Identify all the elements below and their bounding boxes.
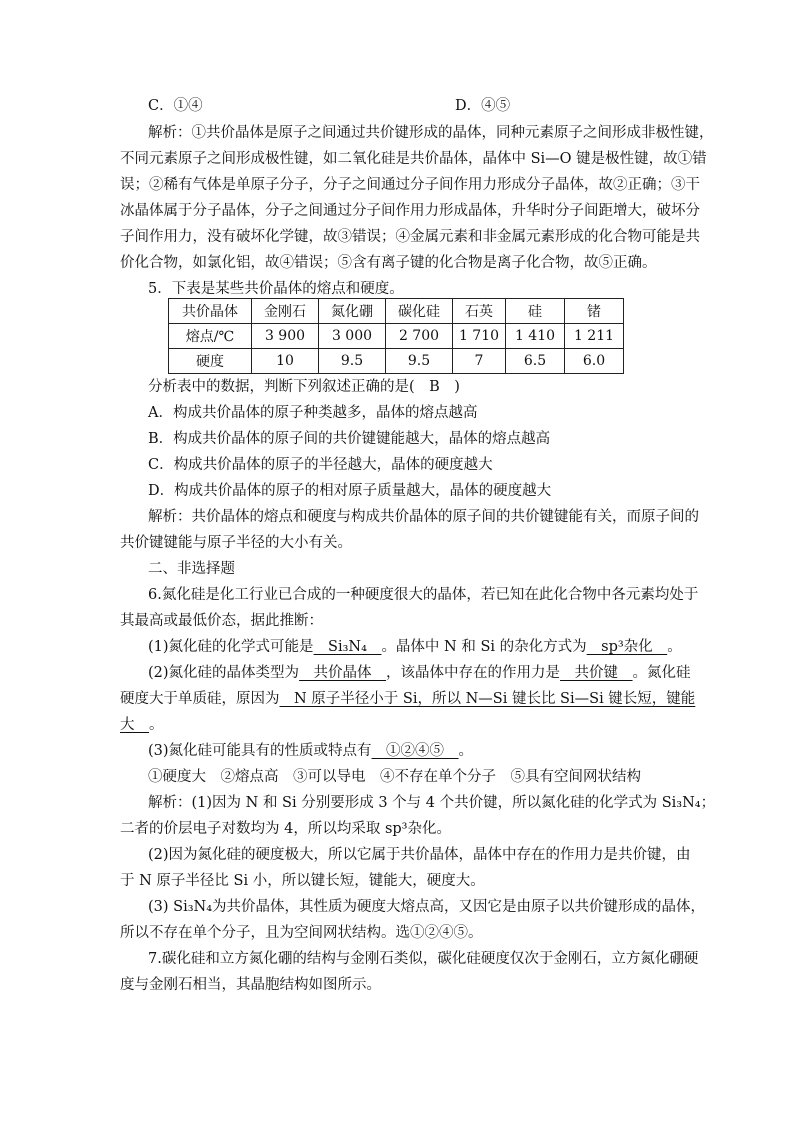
q6-choices: ①硬度大 ②熔点高 ③可以导电 ④不存在单个分子 ⑤具有空间网状结构	[148, 769, 641, 785]
q6-part1-text: (1)氮化硅的化学式可能是	[148, 639, 314, 655]
q5-option: D．构成共价晶体的原子的相对原子质量越大，晶体的硬度越大	[148, 483, 552, 499]
q5-option: C．构成共价晶体的原子的半径越大，晶体的硬度越大	[148, 457, 493, 473]
table-cell: 6.5	[506, 349, 565, 374]
q6-part2-cont	[120, 715, 680, 735]
q4-analysis-line: 解析：①共价晶体是原子之间通过共价键形成的晶体，同种元素原子之间形成非极性键，	[148, 125, 714, 141]
q4-analysis-line: 不同元素原子之间形成极性键，如二氧化硅是共价晶体，晶体中 Si—O 键是极性键，故①错	[120, 151, 707, 167]
crystal-data-table	[168, 298, 624, 374]
q6-analysis-line: 于 N 原子半径比 Si 小，所以键长短，键能大，硬度大。	[120, 873, 485, 889]
q6-part2-text: 。氮化硅	[632, 665, 691, 681]
table-header-row	[169, 299, 624, 324]
q5-analysis-line: 解析：共价晶体的熔点和硬度与构成共价晶体的原子间的共价键键能有关，而原子间的	[148, 509, 699, 525]
q7-stem-line: 度与金刚石相当，其晶胞结构如图所示。	[120, 977, 381, 993]
q6-part2-text: 硬度大于单质硅，原因为	[120, 691, 280, 707]
table-cell: 硅	[506, 299, 565, 324]
answer-crystal-type: 共价晶体	[299, 665, 387, 681]
answer-properties: ①②④⑤	[371, 743, 459, 759]
option-d: D．④⑤	[455, 98, 511, 114]
q4-analysis-line: 价化合物，如氯化铝，故④错误；⑤含有离子键的化合物是离子化合物，故⑤正确。	[120, 255, 657, 271]
q5-option: A．构成共价晶体的原子种类越多，晶体的熔点越高	[148, 405, 478, 421]
table-row	[169, 349, 624, 374]
table-cell: 共价晶体	[169, 299, 252, 324]
q6-stem-line: 6.氮化硅是化工行业已合成的一种硬度很大的晶体，若已知在此化合物中各元素均处于	[148, 587, 699, 603]
q6-part1	[148, 637, 708, 657]
table-cell: 6.0	[565, 349, 624, 374]
section-heading: 二、非选择题	[148, 561, 235, 577]
q6-part1-text: 。晶体中 N 和 Si 的杂化方式为	[381, 639, 587, 655]
table-cell: 1 710	[453, 324, 506, 349]
q6-analysis-line: 二者的价层电子对数均为 4，所以均采取 sp³杂化。	[120, 821, 451, 837]
q7-stem-line: 7.碳化硅和立方氮化硼的结构与金刚石类似，碳化硅硬度仅次于金刚石，立方氮化硼硬	[148, 951, 699, 967]
table-cell: 熔点/℃	[169, 324, 252, 349]
q4-analysis-line: 子间作用力，没有破坏化学键，故③错误；④金属元素和非金属元素形成的化合物可能是共	[120, 229, 700, 245]
table-cell: 9.5	[319, 349, 386, 374]
table-cell: 氮化硼	[319, 299, 386, 324]
table-cell: 金刚石	[252, 299, 319, 324]
table-cell: 1 211	[565, 324, 624, 349]
q6-part1-text: 。	[667, 639, 682, 655]
q6-part3-text: 。	[458, 743, 474, 759]
answer-formula: Si₃N₄	[313, 639, 382, 655]
q5-stem: 5．下表是某些共价晶体的熔点和硬度。	[148, 281, 404, 297]
table-cell: 锗	[565, 299, 624, 324]
table-cell: 10	[252, 349, 319, 374]
table-cell: 3 000	[319, 324, 386, 349]
q6-part3	[148, 741, 708, 761]
table-cell: 硬度	[169, 349, 252, 374]
q6-part2-text: 。	[149, 717, 164, 733]
q5-question: 分析表中的数据，判断下列叙述正确的是( B )	[148, 379, 460, 395]
table-cell: 3 900	[252, 324, 319, 349]
q6-part2-cont	[120, 689, 696, 709]
q4-analysis-line: 误；②稀有气体是单原子分子，分子之间通过分子间作用力形成分子晶体，故②正确；③干	[120, 177, 700, 193]
q5-analysis-line: 共价键键能与原子半径的大小有关。	[120, 535, 352, 551]
q6-part2-text: ，该晶体中存在的作用力是	[386, 665, 561, 681]
q6-part3-text: (3)氮化硅可能具有的性质或特点有	[148, 743, 372, 759]
option-c: C．①④	[148, 98, 203, 114]
q6-part2-text: (2)氮化硅的晶体类型为	[148, 665, 300, 681]
q4-analysis-line: 冰晶体属于分子晶体，分子之间通过分子间作用力形成晶体，升华时分子间距增大，破坏分	[120, 203, 700, 219]
answer-force: 共价键	[560, 665, 633, 681]
q6-stem-line: 其最高或最低价态，据此推断：	[120, 613, 323, 629]
table-cell: 9.5	[386, 349, 453, 374]
table-cell: 1 410	[506, 324, 565, 349]
table-cell: 7	[453, 349, 506, 374]
q6-analysis-line: (2)因为氮化硅的硬度极大，所以它属于共价晶体，晶体中存在的作用力是共价键，由	[148, 847, 691, 863]
q6-analysis-line: 所以不存在单个分子，且为空间网状结构。选①②④⑤。	[120, 925, 483, 941]
q6-analysis-line: 解析：(1)因为 N 和 Si 分别要形成 3 个与 4 个共价键，所以氮化硅的化学式为 Si₃N₄；	[148, 795, 716, 811]
table-cell: 2 700	[386, 324, 453, 349]
table-cell: 碳化硅	[386, 299, 453, 324]
q6-analysis-line: (3) Si₃N₄为共价晶体，其性质为硬度大熔点高，又因它是由原子以共价键形成的晶体，	[148, 899, 706, 915]
table-row	[169, 324, 624, 349]
answer-reason: 大	[120, 717, 149, 733]
table-cell: 石英	[453, 299, 506, 324]
q5-option: B．构成共价晶体的原子间的共价键键能越大，晶体的熔点越高	[148, 431, 551, 447]
answer-reason: N 原子半径小于 Si，所以 N—Si 键长比 Si—Si 键长短，键能	[279, 691, 696, 707]
answer-hybridization: sp³杂化	[586, 639, 668, 655]
q6-part2	[148, 663, 708, 683]
